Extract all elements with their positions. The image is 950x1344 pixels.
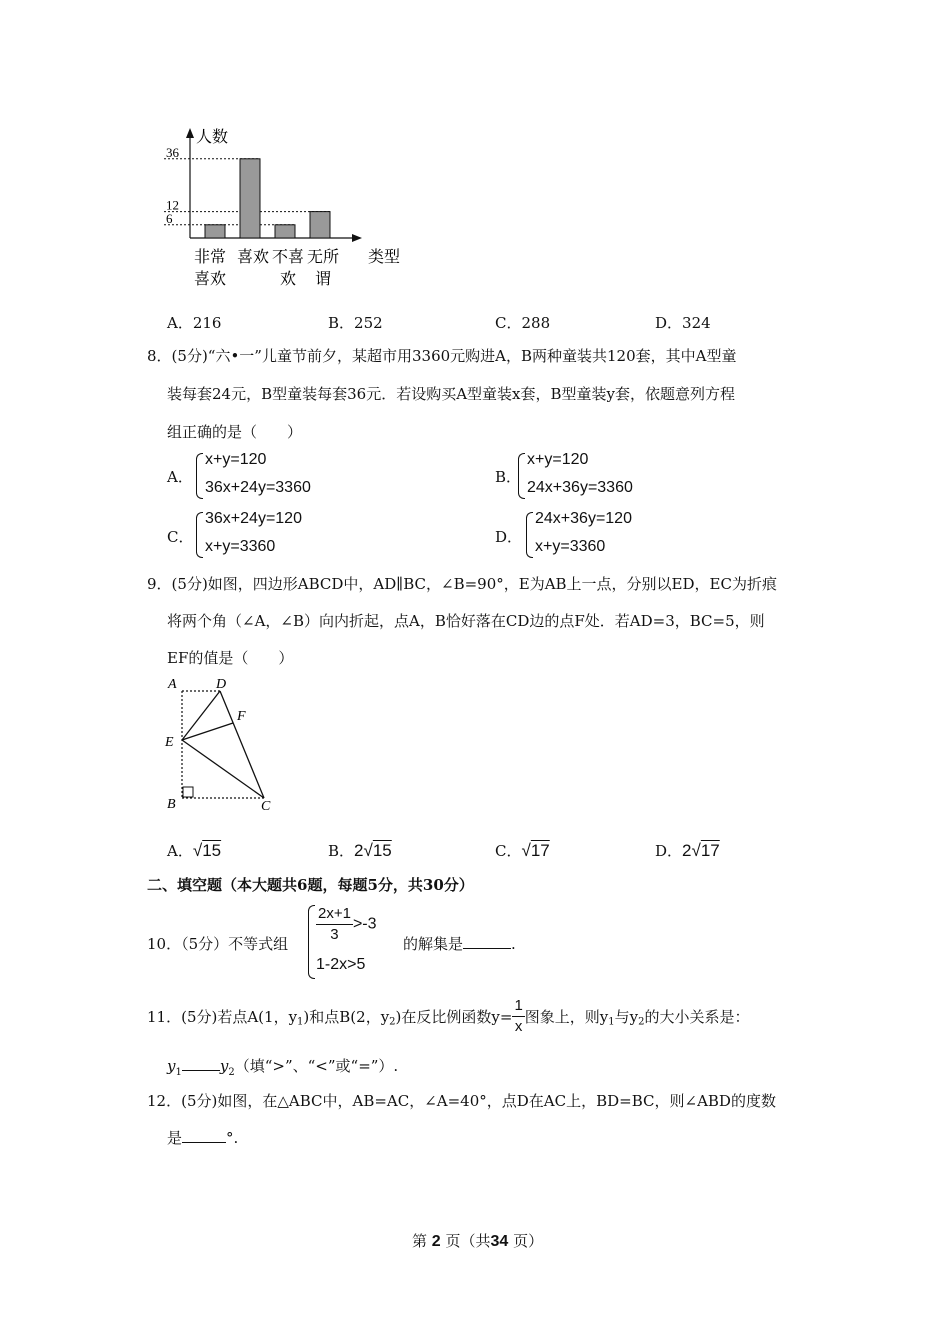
q11-sub: 2 [389,1016,396,1028]
q10-suffix: 的解集是 [403,935,464,953]
x-categories [194,247,339,288]
q10-frac-num: 2x+1 [316,904,353,925]
q10-end: . [511,935,516,953]
segment-ed [182,691,220,740]
x-category-label: 谓 [314,269,332,288]
q9-option-c-label: C． [495,842,522,860]
label-b: B [167,797,176,812]
q8-option-d-label: D． [495,528,523,546]
q8-text-line2: 装每套24元，B型童装每套36元．若设购买A型童装x套，B型童装y套，依题意列方程 [167,385,735,403]
y-tick-label: 36 [166,144,179,160]
y-tick-label: 6 [166,210,173,226]
q11-text: （填“>”、“<”或“=”）. [234,1057,399,1075]
segment-ef [182,723,233,740]
q9-option-c[interactable] [495,840,550,861]
q11-sub: 2 [228,1067,235,1078]
quadrilateral-figure [160,672,290,817]
x-axis-arrow [352,234,362,242]
q9-option-a-radicand: 15 [202,841,222,860]
page-footer [412,1230,543,1251]
bar-chart [150,120,420,295]
q8-option-b-eq1: x+y=120 [527,451,589,468]
q10-ineq2: 1-2x>5 [316,956,366,973]
page-total: 34 [490,1233,509,1250]
q11-sub: 1 [608,1016,615,1028]
label-f: F [237,709,246,724]
q8-text-line1: 8．(5分)“六•一”儿童节前夕，某超市用3360元购进A，B两种童装共120套，其中A型童 [147,347,737,365]
q11-text: 的大小关系是： [644,1008,750,1026]
footer-text: 页） [513,1232,544,1250]
q11-text: y [167,1057,176,1075]
q10-ineq1-rest: >-3 [352,915,377,933]
footer-text: 第 [412,1232,428,1250]
q9-option-b[interactable] [328,840,392,861]
q12-text: 是 [167,1129,183,1147]
q9-option-d[interactable] [655,840,720,861]
q11-sub: 2 [638,1016,645,1028]
q11-sub: 1 [175,1067,182,1078]
q9-option-d-radicand: 17 [700,841,720,860]
q11-text: 11．(5分)若点A(1，y [147,1008,298,1026]
q11-text: )在反比例函数y= [395,1008,513,1026]
q9-option-a[interactable] [167,840,221,861]
sqrt-icon: √ [363,841,373,860]
label-d: D [216,677,227,692]
q10-frac-den: 3 [330,926,339,943]
label-a: A [168,677,177,692]
right-angle-mark [183,787,193,797]
q8-option-a-eq2: 36x+24y=3360 [205,479,311,496]
q9-option-d-coef: 2 [682,841,692,860]
answer-blank[interactable] [182,1056,220,1071]
y-tick-label: 12 [166,197,179,213]
q9-option-b-coef: 2 [354,841,364,860]
bar-3 [275,225,295,238]
q9-option-b-label: B． [328,842,355,860]
q8-option-d-eq1: 24x+36y=120 [535,510,632,527]
x-category-label: 无所 [306,247,340,266]
x-category-label: 喜欢 [236,247,270,266]
q9-option-a-label: A． [167,842,193,860]
q9-option-d-label: D． [655,842,683,860]
x-category-label: 不喜 [271,247,305,266]
q7-option-b[interactable]: B．252 [328,314,383,332]
answer-blank[interactable] [463,934,511,949]
q11-text: 图象上，则y [524,1008,609,1026]
q10-prefix: 10．（5分）不等式组 [147,935,289,953]
q8-option-b-label: B． [495,468,522,486]
section-heading: 二、填空题（本大题共6题，每题5分，共30分） [147,876,474,894]
sqrt-icon: √ [192,841,203,860]
q11-text: y [219,1057,229,1075]
x-category-label: 非常 [193,247,227,266]
q9-text-line1: 9．(5分)如图，四边形ABCD中，AD∥BC，∠B=90°，E为AB上一点，分别以ED，EC为折痕 [147,575,777,593]
q12-line1: 12．(5分)如图，在△ABC中，AB=AC，∠A=40°，点D在AC上，BD=BC，则∠ABD的度数 [147,1092,776,1110]
q8-option-a-label: A． [167,468,193,486]
x-category-label: 欢 [279,269,297,288]
q8-option-c-eq2: x+y=3360 [205,538,276,555]
q8-option-d-eq2: x+y=3360 [535,538,606,555]
q9-option-c-radicand: 17 [530,841,550,860]
footer-text: 页（共 [445,1232,491,1250]
brace-icon [196,512,203,558]
q11-text: )和点B(2，y [303,1008,390,1026]
q11-text: 与y [614,1008,639,1026]
q10-ineq1 [316,904,377,945]
y-ticks [166,145,180,226]
q9-option-b-radicand: 15 [372,841,392,860]
q7-option-c[interactable]: C．288 [495,314,551,332]
q8-option-a-eq1: x+y=120 [205,451,267,468]
q11-line1 [147,996,750,1037]
bars [205,159,330,238]
q8-option-c-label: C． [167,528,194,546]
label-c: C [261,799,271,814]
label-e: E [165,735,174,750]
brace-icon [526,512,533,558]
bar-1 [205,225,225,238]
y-axis-label: 人数 [196,127,229,146]
q8-text-line3: 组正确的是（ ） [167,423,303,441]
q11-frac-den: x [514,1018,523,1035]
q11-frac-num: 1 [512,996,524,1017]
answer-blank[interactable] [182,1128,226,1143]
y-axis-arrow [186,128,194,138]
q12-line2 [167,1127,238,1148]
sqrt-icon: √ [521,841,531,860]
q9-text-line3: EF的值是（ ） [167,649,294,667]
q12-text: °. [226,1129,239,1147]
bar-4 [310,212,330,238]
q11-line2 [167,1055,398,1078]
brace-icon [518,453,525,499]
q10-suffix-line [403,933,516,954]
bar-2 [240,159,260,238]
sqrt-icon: √ [691,841,701,860]
brace-icon [308,905,315,979]
q11-sub: 1 [297,1016,304,1028]
q7-option-d[interactable]: D．324 [655,314,711,332]
q8-option-b-eq2: 24x+36y=3360 [527,479,633,496]
x-axis-label: 类型 [368,247,401,266]
q8-option-c-eq1: 36x+24y=120 [205,510,302,527]
q7-option-a[interactable]: A．216 [167,314,222,332]
x-category-label: 喜欢 [193,269,227,288]
brace-icon [196,453,203,499]
page-number: 2 [431,1233,441,1250]
q9-text-line2: 将两个角（∠A，∠B）向内折起，点A，B恰好落在CD边的点F处．若AD=3，BC=5，则 [167,612,765,630]
